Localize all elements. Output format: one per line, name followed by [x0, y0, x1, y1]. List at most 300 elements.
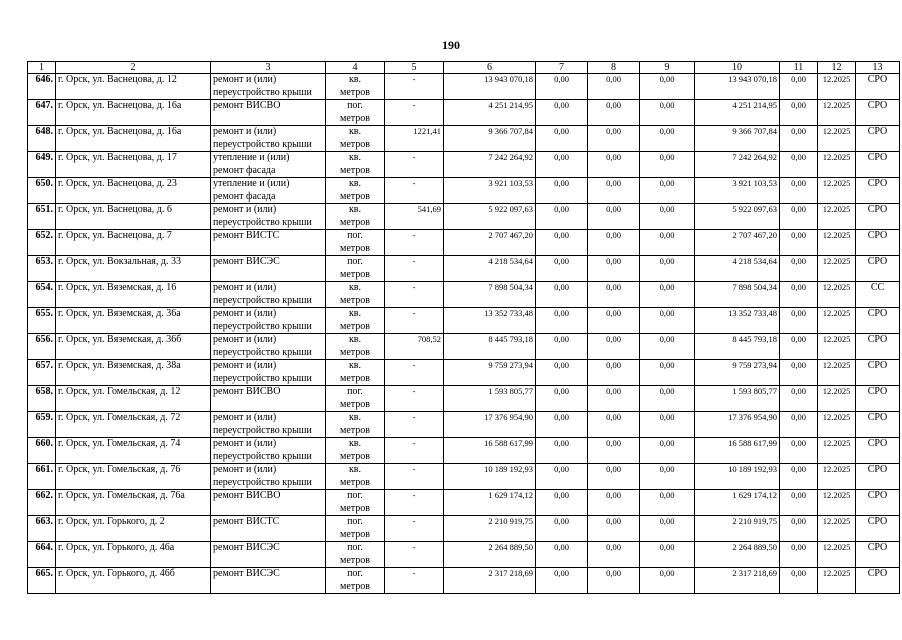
value-cell-11 [780, 100, 818, 126]
address-cell [56, 100, 211, 126]
cell-text: ремонт фасада [213, 190, 276, 202]
fund-cost-cell [695, 542, 780, 568]
cell-text: 10 189 192,93 [728, 464, 777, 474]
table-row [28, 74, 900, 100]
row-number-cell [28, 204, 56, 230]
cell-text: г. Орск, ул. Гомельская, д. 76а [58, 490, 185, 501]
method-cell [856, 282, 900, 308]
cell-text: пог. [347, 386, 363, 397]
cell-text: - [412, 542, 416, 552]
cell-text: 708,52 [417, 334, 441, 344]
value-cell-11 [780, 412, 818, 438]
cell-text: 12.2025 [822, 100, 851, 110]
unit-cell [326, 230, 385, 256]
cell-text: 0,00 [554, 516, 569, 526]
address-cell [56, 412, 211, 438]
cell-text: 650. [35, 178, 53, 189]
cell-text: 0,00 [606, 334, 621, 344]
method-cell [856, 308, 900, 334]
cell-text: 17 376 954,90 [728, 412, 777, 422]
volume-cell [385, 412, 444, 438]
cell-text: 13 352 733,48 [484, 308, 533, 318]
cell-text: 12.2025 [822, 464, 851, 474]
cell-text: 16 588 617,99 [484, 438, 533, 448]
volume-cell [385, 438, 444, 464]
cell-text: метров [340, 554, 370, 566]
cell-text: СРО [867, 126, 888, 137]
cell-text: 0,00 [659, 412, 675, 422]
cell-text: 0,00 [606, 438, 621, 448]
value-cell-9 [640, 152, 695, 178]
volume-cell [385, 126, 444, 152]
cell-text: 2 210 919,75 [488, 516, 533, 526]
row-number-cell [28, 386, 56, 412]
work-type-cell [211, 412, 326, 438]
cell-text: 9 759 273,94 [732, 360, 777, 370]
total-cost-cell [444, 464, 536, 490]
fund-cost-cell [695, 412, 780, 438]
value-cell-8 [588, 438, 640, 464]
fund-cost-cell [695, 152, 780, 178]
value-cell-9 [640, 490, 695, 516]
cell-text: 0,00 [791, 412, 806, 422]
address-cell [56, 74, 211, 100]
cell-text: 665. [35, 568, 53, 579]
cell-text: утепление и (или) [213, 152, 290, 163]
cell-text: 0,00 [606, 464, 621, 474]
cell-text: метров [340, 294, 370, 306]
value-cell-9 [640, 568, 695, 594]
cell-text: СРО [867, 360, 888, 371]
method-cell [856, 542, 900, 568]
fund-cost-cell [695, 360, 780, 386]
cell-text: 12.2025 [822, 74, 851, 84]
cell-text: 5 922 097,63 [732, 204, 777, 214]
table-row [28, 152, 900, 178]
cell-text: 7 898 504,34 [732, 282, 777, 292]
address-cell [56, 516, 211, 542]
cell-text: СРО [867, 230, 888, 241]
value-cell-7 [536, 360, 588, 386]
cell-text: СРО [867, 464, 888, 475]
deadline-cell [818, 256, 856, 282]
cell-text: 662. [35, 490, 53, 501]
cell-text: 660. [35, 438, 53, 449]
row-number-cell [28, 230, 56, 256]
cell-text: метров [340, 528, 370, 540]
deadline-cell [818, 464, 856, 490]
method-cell [856, 152, 900, 178]
cell-text: метров [340, 346, 370, 358]
cell-text: кв. [348, 204, 362, 215]
cell-text: г. Орск, ул. Вяземская, д. 36б [58, 334, 182, 345]
address-cell [56, 360, 211, 386]
cell-text: 652. [35, 230, 53, 241]
address-cell [56, 568, 211, 594]
cell-text: 0,00 [659, 204, 675, 214]
cell-text: г. Орск, ул. Горького, д. 46б [58, 568, 175, 579]
work-type-cell [211, 308, 326, 334]
volume-cell [385, 230, 444, 256]
cell-text: метров [340, 190, 370, 202]
unit-cell [326, 568, 385, 594]
cell-text: - [412, 282, 416, 292]
work-type-cell [211, 230, 326, 256]
cell-text: - [412, 74, 416, 84]
fund-cost-cell [695, 74, 780, 100]
value-cell-11 [780, 126, 818, 152]
total-cost-cell [444, 126, 536, 152]
cell-text: 0,00 [791, 308, 806, 318]
value-cell-9 [640, 360, 695, 386]
volume-cell [385, 360, 444, 386]
table-row [28, 178, 900, 204]
cell-text: 651. [35, 204, 53, 215]
cell-text: метров [340, 580, 370, 592]
value-cell-8 [588, 230, 640, 256]
cell-text: 7 242 264,92 [488, 152, 533, 162]
cell-text: ремонт и (или) [213, 282, 277, 293]
method-cell [856, 568, 900, 594]
cell-text: 7 898 504,34 [488, 282, 533, 292]
work-type-cell [211, 256, 326, 282]
cell-text: 0,00 [554, 360, 569, 370]
cell-text: 0,00 [554, 334, 569, 344]
cell-text: метров [340, 398, 370, 410]
table-row [28, 334, 900, 360]
cell-text: 2 707 467,20 [488, 230, 533, 240]
volume-cell [385, 568, 444, 594]
value-cell-11 [780, 360, 818, 386]
column-header: 11 [780, 62, 818, 74]
cell-text: 0,00 [554, 152, 569, 162]
cell-text: 4 251 214,95 [732, 100, 777, 110]
value-cell-8 [588, 152, 640, 178]
cell-text: метров [340, 372, 370, 384]
column-header: 4 [326, 62, 385, 74]
value-cell-9 [640, 438, 695, 464]
cell-text: 663. [35, 516, 53, 527]
deadline-cell [818, 204, 856, 230]
value-cell-8 [588, 282, 640, 308]
cell-text: 0,00 [791, 568, 806, 578]
value-cell-11 [780, 152, 818, 178]
cell-text: 12.2025 [822, 334, 851, 344]
cell-text: 0,00 [791, 282, 806, 292]
fund-cost-cell [695, 568, 780, 594]
cell-text: 0,00 [606, 230, 621, 240]
fund-cost-cell [695, 516, 780, 542]
table-body [28, 74, 900, 594]
column-numbers-row [28, 62, 900, 74]
fund-cost-cell [695, 204, 780, 230]
column-header: 9 [640, 62, 695, 74]
cell-text: метров [340, 320, 370, 332]
method-cell [856, 464, 900, 490]
cell-text: ремонт ВИСЭС [213, 542, 280, 553]
cell-text: 0,00 [606, 490, 621, 500]
cell-text: кв. [348, 464, 362, 475]
method-cell [856, 386, 900, 412]
volume-cell [385, 516, 444, 542]
row-number-cell [28, 568, 56, 594]
cell-text: СРО [867, 490, 888, 501]
cell-text: 0,00 [659, 516, 675, 526]
cell-text: переустройство крыши [213, 450, 312, 462]
cell-text: кв. [348, 152, 362, 163]
total-cost-cell [444, 334, 536, 360]
column-header: 6 [444, 62, 536, 74]
value-cell-11 [780, 490, 818, 516]
cell-text: 657. [35, 360, 53, 371]
deadline-cell [818, 334, 856, 360]
cell-text: 12.2025 [822, 412, 851, 422]
value-cell-9 [640, 334, 695, 360]
cell-text: г. Орск, ул. Вокзальная, д. 33 [58, 256, 181, 267]
cell-text: 0,00 [659, 74, 675, 84]
value-cell-8 [588, 74, 640, 100]
total-cost-cell [444, 204, 536, 230]
cell-text: 0,00 [606, 412, 621, 422]
deadline-cell [818, 126, 856, 152]
cell-text: 656. [35, 334, 53, 345]
cell-text: г. Орск, ул. Васнецова, д. 16а [58, 100, 182, 111]
column-header: 3 [211, 62, 326, 74]
cell-text: пог. [347, 542, 363, 553]
row-number-cell [28, 490, 56, 516]
cell-text: 12.2025 [822, 360, 851, 370]
cell-text: г. Орск, ул. Васнецова, д. 16а [58, 126, 182, 137]
cell-text: 0,00 [554, 542, 569, 552]
cell-text: - [412, 412, 416, 422]
cell-text: 9 759 273,94 [488, 360, 533, 370]
value-cell-11 [780, 542, 818, 568]
cell-text: ремонт ВИСЭС [213, 568, 280, 579]
cell-text: 0,00 [554, 386, 569, 396]
cell-text: 0,00 [791, 100, 806, 110]
cell-text: СРО [867, 438, 888, 449]
unit-cell [326, 308, 385, 334]
row-number-cell [28, 256, 56, 282]
cell-text: ремонт ВИСТС [213, 516, 280, 527]
cell-text: г. Орск, ул. Гомельская, д. 74 [58, 438, 181, 449]
cell-text: 646. [35, 74, 53, 85]
cell-text: переустройство крыши [213, 424, 312, 436]
deadline-cell [818, 360, 856, 386]
cell-text: кв. [348, 308, 362, 319]
cell-text: 0,00 [606, 152, 621, 162]
cell-text: 0,00 [659, 230, 675, 240]
cell-text: 0,00 [791, 438, 806, 448]
fund-cost-cell [695, 256, 780, 282]
fund-cost-cell [695, 464, 780, 490]
cell-text: 12.2025 [822, 204, 851, 214]
cell-text: 654. [35, 282, 53, 293]
fund-cost-cell [695, 386, 780, 412]
cell-text: переустройство крыши [213, 138, 312, 150]
column-header: 2 [56, 62, 211, 74]
cell-text: СРО [867, 152, 888, 163]
cell-text: 0,00 [554, 230, 569, 240]
cell-text: 2 317 218,69 [488, 568, 533, 578]
cell-text: - [412, 386, 416, 396]
cell-text: 12.2025 [822, 282, 851, 292]
cell-text: 0,00 [791, 464, 806, 474]
unit-cell [326, 178, 385, 204]
cell-text: - [412, 230, 416, 240]
total-cost-cell [444, 516, 536, 542]
value-cell-7 [536, 542, 588, 568]
cell-text: 0,00 [659, 464, 675, 474]
cell-text: 0,00 [791, 256, 806, 266]
method-cell [856, 490, 900, 516]
value-cell-9 [640, 256, 695, 282]
cell-text: метров [340, 268, 370, 280]
total-cost-cell [444, 490, 536, 516]
cell-text: 4 251 214,95 [488, 100, 533, 110]
cell-text: кв. [348, 438, 362, 449]
value-cell-7 [536, 516, 588, 542]
cell-text: метров [340, 216, 370, 228]
work-type-cell [211, 386, 326, 412]
value-cell-11 [780, 282, 818, 308]
deadline-cell [818, 568, 856, 594]
table-row [28, 438, 900, 464]
value-cell-9 [640, 308, 695, 334]
cell-text: метров [340, 450, 370, 462]
volume-cell [385, 308, 444, 334]
deadline-cell [818, 230, 856, 256]
address-cell [56, 178, 211, 204]
value-cell-11 [780, 464, 818, 490]
volume-cell [385, 490, 444, 516]
cell-text: 0,00 [791, 74, 806, 84]
cell-text: переустройство крыши [213, 216, 312, 228]
row-number-cell [28, 152, 56, 178]
cell-text: - [412, 464, 416, 474]
cell-text: 0,00 [659, 126, 675, 136]
work-type-cell [211, 334, 326, 360]
cell-text: переустройство крыши [213, 476, 312, 488]
method-cell [856, 100, 900, 126]
cell-text: СРО [867, 568, 888, 579]
cell-text: 2 264 889,50 [732, 542, 777, 552]
cell-text: 0,00 [791, 386, 806, 396]
total-cost-cell [444, 386, 536, 412]
value-cell-11 [780, 178, 818, 204]
column-header: 7 [536, 62, 588, 74]
cell-text: г. Орск, ул. Гомельская, д. 12 [58, 386, 181, 397]
value-cell-7 [536, 308, 588, 334]
cell-text: 658. [35, 386, 53, 397]
cell-text: - [412, 308, 416, 318]
cell-text: 0,00 [606, 386, 621, 396]
cell-text: 0,00 [606, 360, 621, 370]
value-cell-9 [640, 230, 695, 256]
cell-text: пог. [347, 490, 363, 501]
table-row [28, 516, 900, 542]
cell-text: 0,00 [791, 152, 806, 162]
cell-text: 541,69 [417, 204, 441, 214]
deadline-cell [818, 386, 856, 412]
cell-text: пог. [347, 100, 363, 111]
cell-text: 2 317 218,69 [732, 568, 777, 578]
address-cell [56, 126, 211, 152]
cell-text: 1 593 805,77 [732, 386, 777, 396]
address-cell [56, 308, 211, 334]
cell-text: СРО [867, 542, 888, 553]
address-cell [56, 464, 211, 490]
total-cost-cell [444, 360, 536, 386]
fund-cost-cell [695, 490, 780, 516]
deadline-cell [818, 490, 856, 516]
unit-cell [326, 386, 385, 412]
cell-text: 12.2025 [822, 178, 851, 188]
cell-text: кв. [348, 282, 362, 293]
method-cell [856, 230, 900, 256]
cell-text: 0,00 [554, 256, 569, 266]
work-type-cell [211, 516, 326, 542]
cell-text: ремонт ВИСТС [213, 230, 280, 241]
cell-text: пог. [347, 516, 363, 527]
cell-text: СРО [867, 334, 888, 345]
value-cell-7 [536, 438, 588, 464]
cell-text: 0,00 [606, 74, 621, 84]
cell-text: метров [340, 112, 370, 124]
cell-text: 7 242 264,92 [732, 152, 777, 162]
cell-text: 0,00 [659, 490, 675, 500]
cell-text: г. Орск, ул. Вяземская, д. 38а [58, 360, 181, 371]
value-cell-8 [588, 308, 640, 334]
deadline-cell [818, 74, 856, 100]
cell-text: 0,00 [606, 568, 621, 578]
address-cell [56, 256, 211, 282]
cell-text: переустройство крыши [213, 320, 312, 332]
deadline-cell [818, 516, 856, 542]
table-row [28, 256, 900, 282]
cell-text: - [412, 152, 416, 162]
cell-text: 0,00 [554, 126, 569, 136]
cell-text: 17 376 954,90 [484, 412, 533, 422]
cell-text: 653. [35, 256, 53, 267]
cell-text: 0,00 [791, 178, 806, 188]
cell-text: 0,00 [554, 204, 569, 214]
unit-cell [326, 490, 385, 516]
total-cost-cell [444, 100, 536, 126]
table-row [28, 464, 900, 490]
cell-text: 648. [35, 126, 53, 137]
value-cell-8 [588, 542, 640, 568]
cell-text: кв. [348, 334, 362, 345]
total-cost-cell [444, 74, 536, 100]
value-cell-8 [588, 568, 640, 594]
value-cell-9 [640, 100, 695, 126]
cell-text: 0,00 [791, 516, 806, 526]
cell-text: 12.2025 [822, 152, 851, 162]
cell-text: кв. [348, 178, 362, 189]
cell-text: - [412, 568, 416, 578]
value-cell-9 [640, 412, 695, 438]
cell-text: 12.2025 [822, 516, 851, 526]
total-cost-cell [444, 568, 536, 594]
method-cell [856, 412, 900, 438]
value-cell-9 [640, 204, 695, 230]
unit-cell [326, 282, 385, 308]
cell-text: 1221,41 [413, 126, 441, 136]
value-cell-8 [588, 490, 640, 516]
cell-text: кв. [348, 126, 362, 137]
cell-text: 4 218 534,64 [732, 256, 777, 266]
